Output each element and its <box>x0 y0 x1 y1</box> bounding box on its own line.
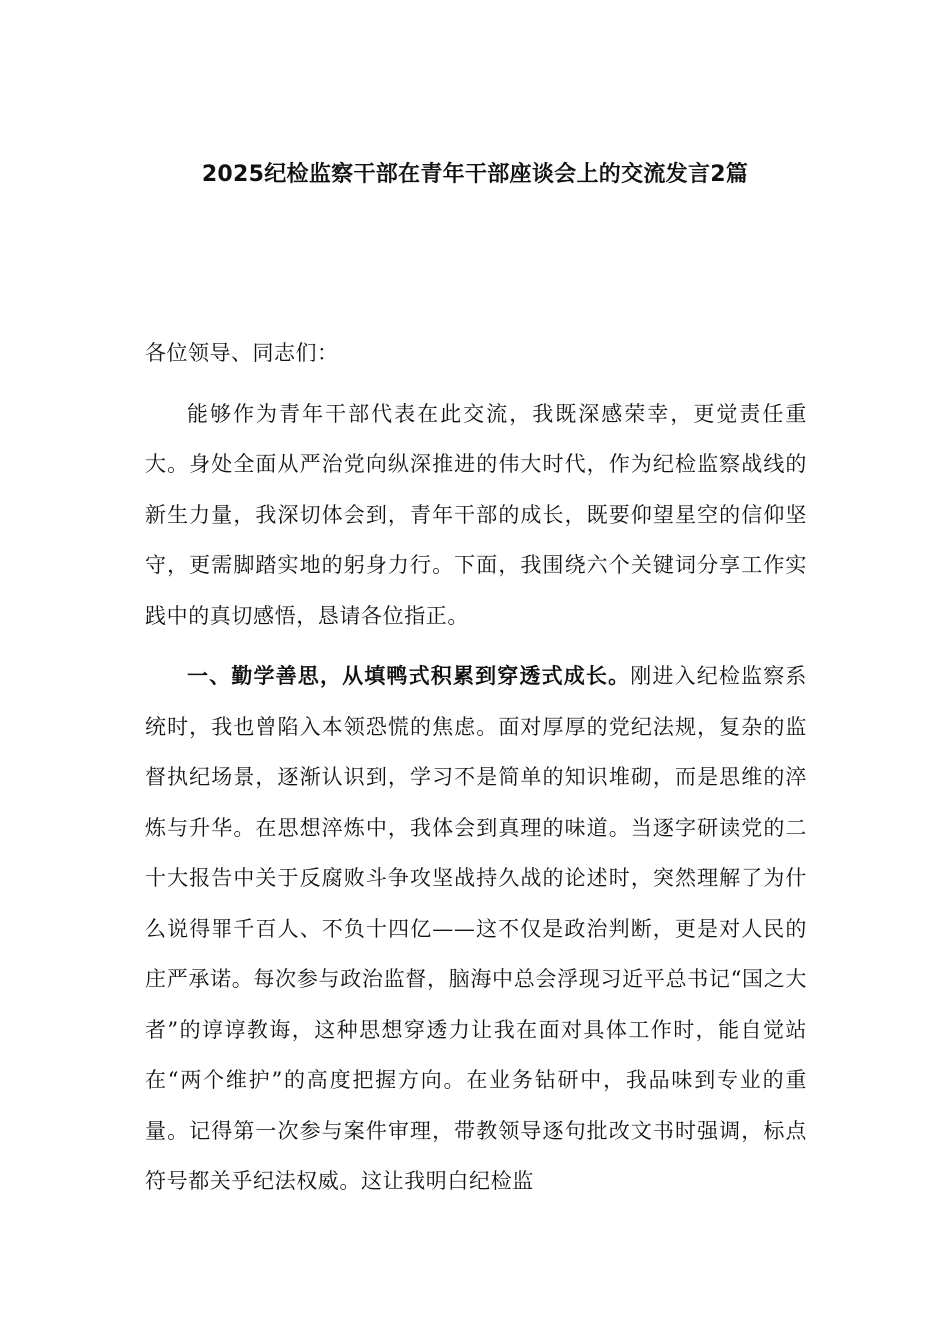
paragraph-text: 能够作为青年干部代表在此交流，我既深感荣幸，更觉责任重大。身处全面从严治党向纵深推进的伟大时代，作为纪检监察战线的新生力量，我深切体会到，青年干部的成长，既要仰望星空的信仰坚守，更需脚踏实地的躬身力行。下面，我围绕六个关键词分享工作实践中的真切感悟，恳请各位指正。 <box>145 401 807 628</box>
section-heading: 一、勤学善思，从填鸭式积累到穿透式成长。 <box>187 663 631 688</box>
paragraph-section-1 <box>145 651 807 1207</box>
paragraph-text: 刚进入纪检监察系统时，我也曾陷入本领恐慌的焦虑。面对厚厚的党纪法规，复杂的监督执纪场景，逐渐认识到，学习不是简单的知识堆砌，而是思维的淬炼与升华。在思想淬炼中，我体会到真理的味道。当逐字研读党的二十大报告中关于反腐败斗争攻坚战持久战的论述时，突然理解了为什么说得罪千百人、不负十四亿——这不仅是政治判断，更是对人民的庄严承诺。每次参与政治监督，脑海中总会浮现习近平总书记“国之大者”的谆谆教诲，这种思想穿透力让我在面对具体工作时，能自觉站在“两个维护”的高度把握方向。在业务钻研中，我品味到专业的重量。记得第一次参与案件审理，带教领导逐句批改文书时强调，标点符号都关乎纪法权威。这让我明白纪检监 <box>145 664 807 1193</box>
document-body <box>145 328 807 1207</box>
salutation: 各位领导、同志们： <box>145 341 339 365</box>
document-title: 2025纪检监察干部在青年干部座谈会上的交流发言2篇 <box>201 162 749 187</box>
paragraph-intro <box>145 389 807 642</box>
